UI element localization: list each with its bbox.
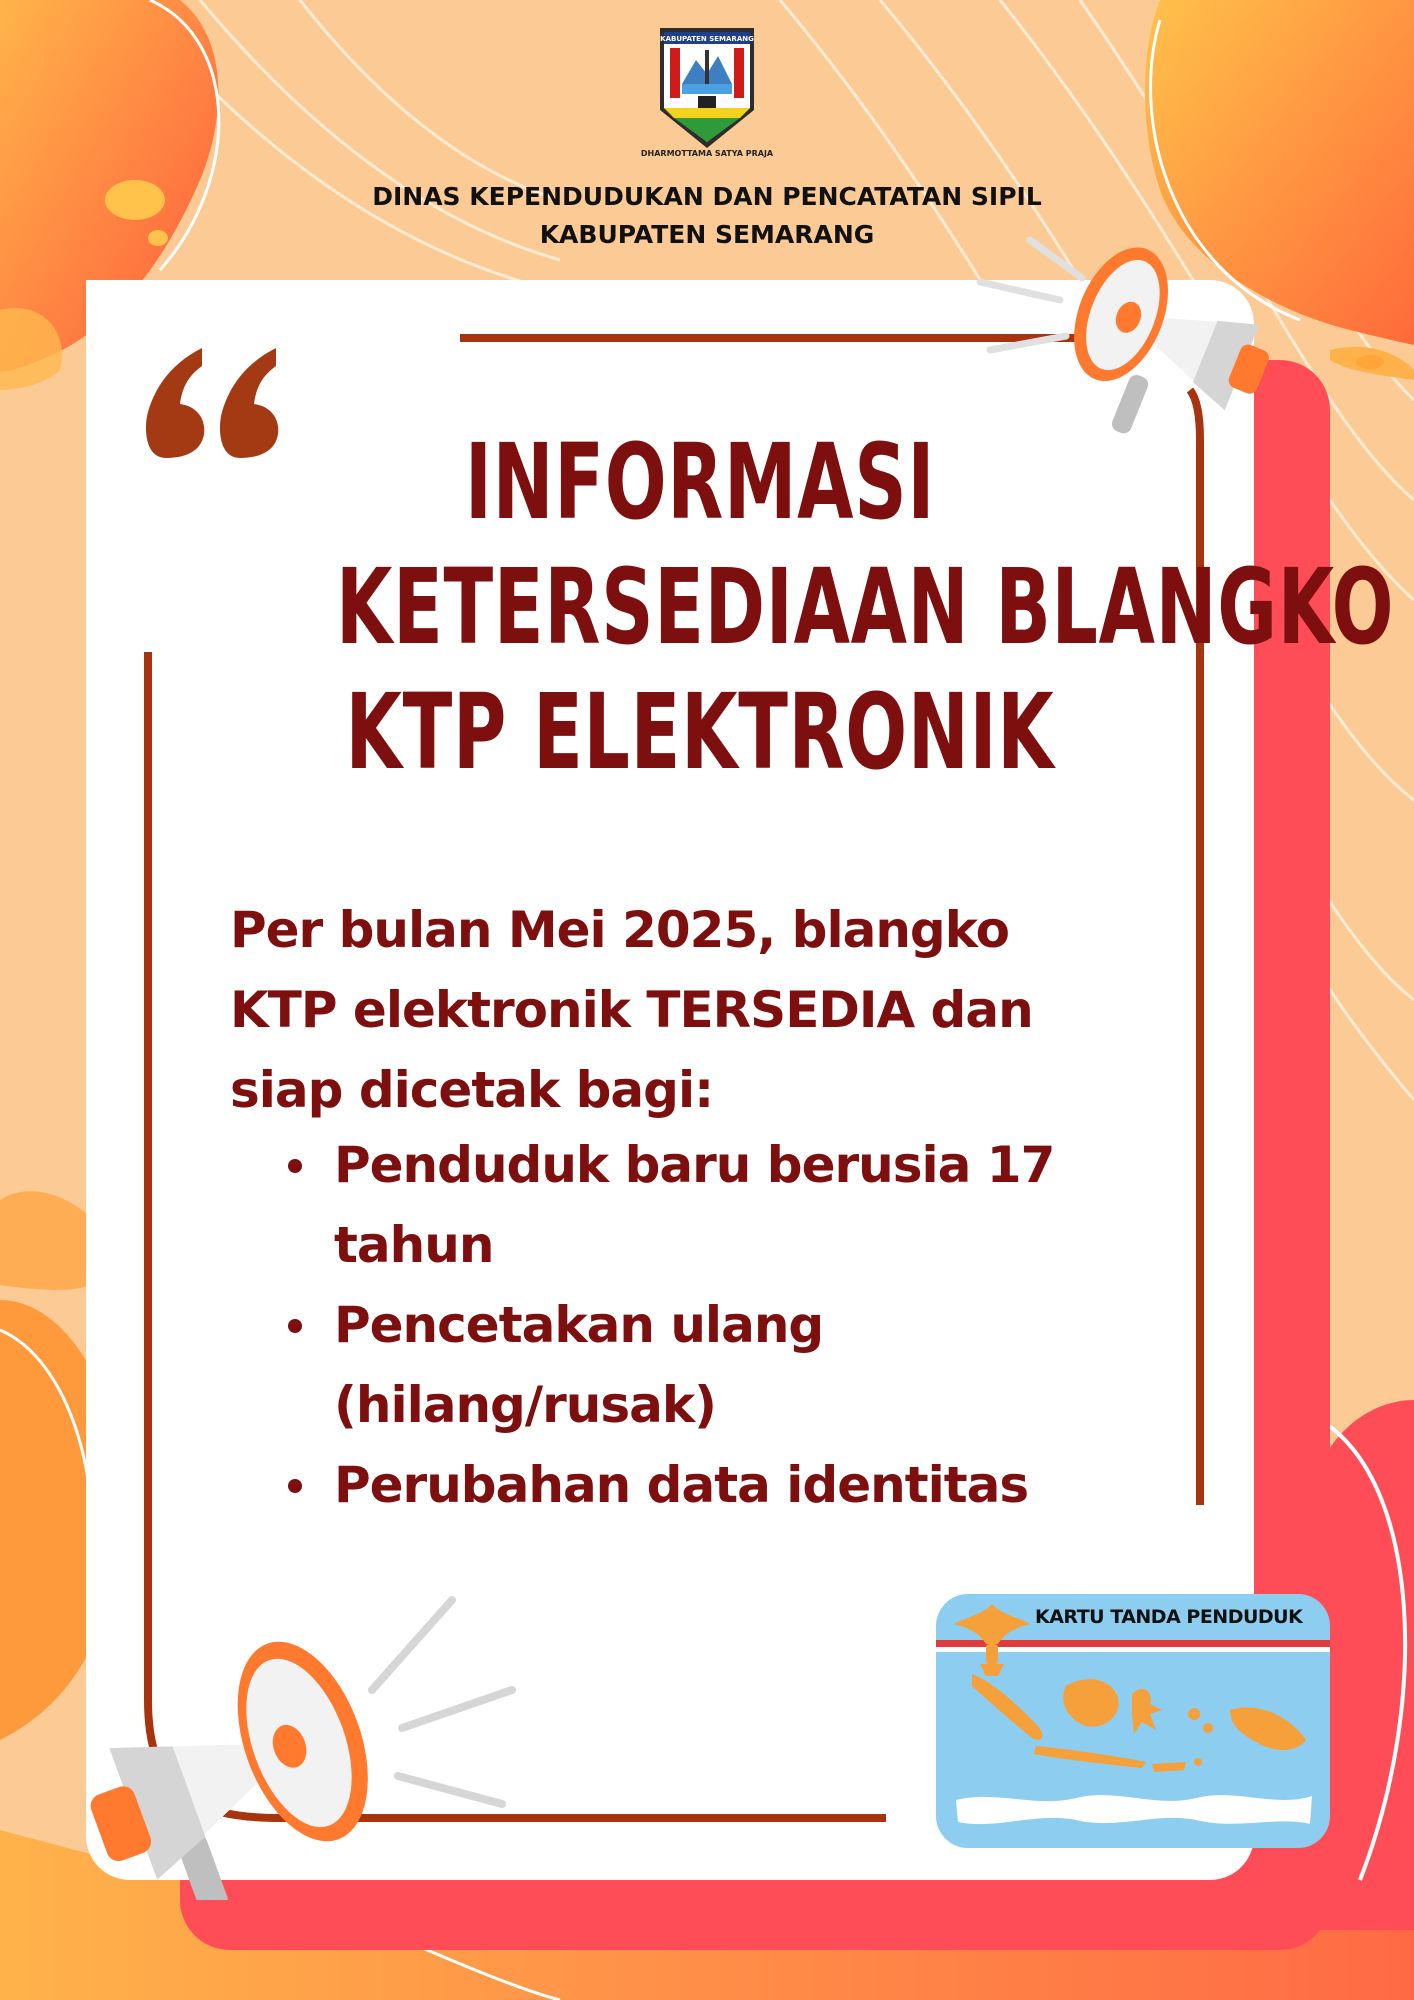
bullet-icon — [288, 1319, 302, 1333]
megaphone-icon — [62, 1590, 532, 1900]
emblem-icon — [656, 26, 758, 150]
emblem-label: KABUPATEN SEMARANG — [660, 35, 754, 43]
indonesia-map-icon — [972, 1674, 1306, 1772]
list-item-line1: Pencetakan ulang — [334, 1296, 824, 1354]
list-item-line2: tahun — [334, 1216, 494, 1274]
bullet-icon — [288, 1479, 302, 1493]
list-item-line2: (hilang/rusak) — [334, 1376, 716, 1434]
bullet-icon — [288, 1159, 302, 1173]
list-item — [270, 1445, 1130, 1525]
headline-line1: INFORMASI — [464, 421, 936, 543]
list-item — [270, 1125, 1130, 1285]
agency-name-line1: DINAS KEPENDUDUKAN DAN PENCATATAN SIPIL — [372, 182, 1042, 211]
headline-line3: KTP ELEKTRONIK — [345, 671, 1055, 793]
ktp-card-title: KARTU TANDA PENDUDUK — [1035, 1606, 1303, 1628]
headline-line2: KETERSEDIAAN BLANGKO — [336, 546, 1395, 668]
ktp-card — [936, 1594, 1330, 1848]
body-line1: Per bulan Mei 2025, blangko — [230, 901, 1009, 959]
list-item — [270, 1285, 1130, 1445]
body-line2: KTP elektronik TERSEDIA dan — [230, 981, 1033, 1039]
list-item-line1: Penduduk baru berusia 17 — [334, 1136, 1055, 1194]
agency-name-line2: KABUPATEN SEMARANG — [539, 220, 875, 249]
body-line3: siap dicetak bagi: — [230, 1061, 714, 1119]
quote-mark-icon — [144, 348, 284, 458]
list-item-line1: Perubahan data identitas — [334, 1456, 1029, 1514]
ktp-card-art — [936, 1594, 1330, 1848]
eligibility-list — [270, 1125, 1130, 1525]
emblem-motto: DHARMOTTAMA SATYA PRAJA — [640, 149, 774, 158]
